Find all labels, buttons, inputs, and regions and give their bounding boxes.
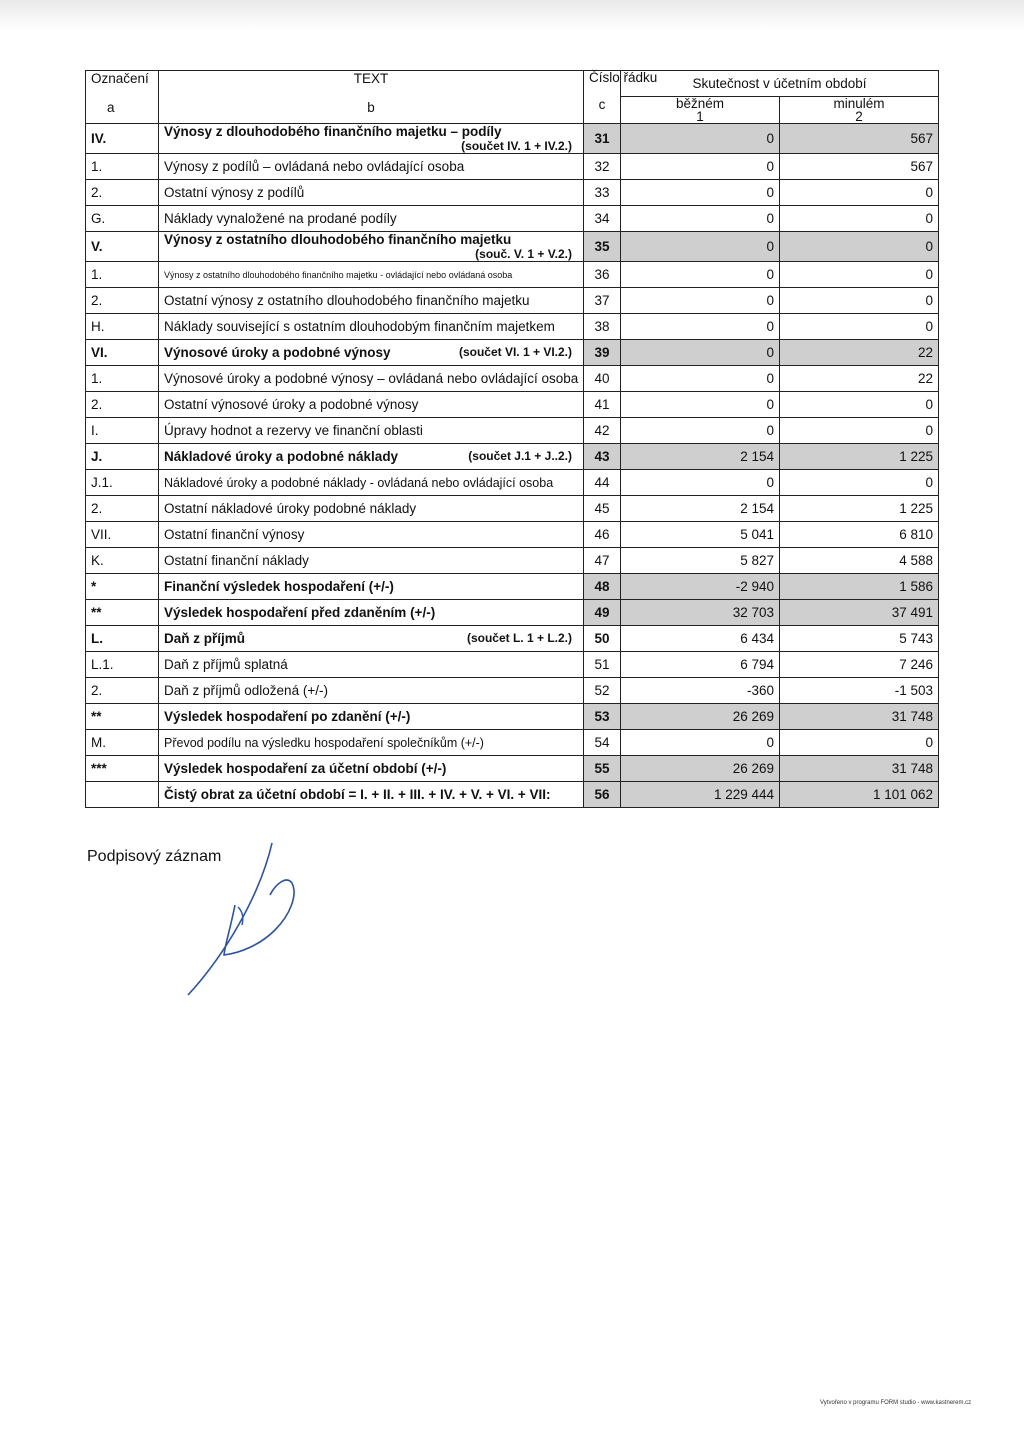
- row-text: [159, 232, 584, 262]
- row-current-value: 6 794: [621, 652, 780, 678]
- row-number: 50: [584, 626, 621, 652]
- row-previous-value: 7 246: [780, 652, 939, 678]
- row-number: 31: [584, 124, 621, 154]
- row-previous-value: 4 588: [780, 548, 939, 574]
- row-number: 32: [584, 154, 621, 180]
- row-label: Výsledek hospodaření za účetní období (+/-): [164, 761, 447, 776]
- row-mark: J.: [86, 444, 159, 470]
- handwritten-signature: [180, 835, 320, 1000]
- table-body: [86, 124, 939, 808]
- row-text: [159, 626, 584, 652]
- row-mark: **: [86, 704, 159, 730]
- row-current-value: 26 269: [621, 756, 780, 782]
- row-previous-value: 0: [780, 470, 939, 496]
- row-mark: K.: [86, 548, 159, 574]
- table-row: [86, 206, 939, 232]
- row-number: 34: [584, 206, 621, 232]
- row-sum-formula: (souč. V. 1 + V.2.): [475, 247, 572, 261]
- row-number: 38: [584, 314, 621, 340]
- row-mark: 2.: [86, 288, 159, 314]
- row-label: Výsledek hospodaření po zdanění (+/-): [164, 709, 411, 724]
- table-row: [86, 730, 939, 756]
- row-label: Nákladové úroky a podobné náklady - ovládaná nebo ovládající osoba: [164, 475, 554, 490]
- row-current-value: 0: [621, 206, 780, 232]
- row-number: 36: [584, 262, 621, 288]
- table-row: [86, 444, 939, 470]
- header-mark: Označení a: [86, 71, 159, 124]
- row-mark: I.: [86, 418, 159, 444]
- row-current-value: 32 703: [621, 600, 780, 626]
- row-text: [159, 574, 584, 600]
- row-label: Výnosové úroky a podobné výnosy: [164, 345, 391, 360]
- row-current-value: 0: [621, 314, 780, 340]
- row-number: 51: [584, 652, 621, 678]
- table-row: [86, 496, 939, 522]
- table-row: [86, 366, 939, 392]
- row-current-value: 0: [621, 470, 780, 496]
- row-label: Náklady vynaložené na prodané podíly: [164, 211, 397, 226]
- row-mark: 2.: [86, 180, 159, 206]
- row-current-value: -360: [621, 678, 780, 704]
- row-mark: ***: [86, 756, 159, 782]
- table-row: [86, 154, 939, 180]
- row-current-value: 6 434: [621, 626, 780, 652]
- table-row: [86, 418, 939, 444]
- row-mark: [86, 782, 159, 808]
- row-text: [159, 366, 584, 392]
- row-text: [159, 262, 584, 288]
- row-text: [159, 444, 584, 470]
- row-label: Ostatní nákladové úroky podobné náklady: [164, 501, 417, 516]
- row-mark: V.: [86, 232, 159, 262]
- row-previous-value: 0: [780, 730, 939, 756]
- row-label: Čistý obrat za účetní období = I. + II. + III. + IV. + V. + VI. + VII:: [164, 787, 551, 802]
- row-previous-value: 0: [780, 206, 939, 232]
- header-current-period: běžném 1: [621, 97, 780, 124]
- row-number: 33: [584, 180, 621, 206]
- row-label: Výsledek hospodaření před zdaněním (+/-): [164, 605, 436, 620]
- row-text: [159, 496, 584, 522]
- row-current-value: 0: [621, 180, 780, 206]
- row-number: 44: [584, 470, 621, 496]
- row-label: Ostatní finanční výnosy: [164, 527, 305, 542]
- row-previous-value: 1 586: [780, 574, 939, 600]
- row-mark: M.: [86, 730, 159, 756]
- row-mark: H.: [86, 314, 159, 340]
- row-previous-value: 22: [780, 366, 939, 392]
- row-label: Daň z příjmů: [164, 631, 246, 646]
- row-text: [159, 704, 584, 730]
- row-mark: *: [86, 574, 159, 600]
- row-text: [159, 756, 584, 782]
- row-previous-value: 567: [780, 154, 939, 180]
- row-current-value: 0: [621, 154, 780, 180]
- row-previous-value: 1 225: [780, 444, 939, 470]
- row-label: Výnosy z ostatního dlouhodobého finančního majetku - ovládající nebo ovládaná osoba: [164, 269, 513, 280]
- header-period: Skutečnost v účetním období: [621, 71, 939, 97]
- table-row: [86, 756, 939, 782]
- table-row: [86, 652, 939, 678]
- row-previous-value: 0: [780, 262, 939, 288]
- row-number: 43: [584, 444, 621, 470]
- row-current-value: 0: [621, 366, 780, 392]
- row-current-value: 0: [621, 232, 780, 262]
- table-row: [86, 704, 939, 730]
- row-number: 41: [584, 392, 621, 418]
- row-number: 54: [584, 730, 621, 756]
- row-mark: 1.: [86, 262, 159, 288]
- row-text: [159, 314, 584, 340]
- row-current-value: 2 154: [621, 444, 780, 470]
- table-row: [86, 782, 939, 808]
- row-current-value: 0: [621, 124, 780, 154]
- row-current-value: 0: [621, 730, 780, 756]
- row-sum-formula: (součet VI. 1 + VI.2.): [458, 345, 572, 359]
- table-row: [86, 522, 939, 548]
- table-row: [86, 392, 939, 418]
- table-row: [86, 288, 939, 314]
- row-current-value: 5 041: [621, 522, 780, 548]
- header-text: TEXT b: [159, 71, 584, 124]
- row-current-value: 5 827: [621, 548, 780, 574]
- row-mark: 2.: [86, 678, 159, 704]
- row-mark: IV.: [86, 124, 159, 154]
- row-text: [159, 782, 584, 808]
- row-text: [159, 652, 584, 678]
- row-mark: 1.: [86, 154, 159, 180]
- row-number: 55: [584, 756, 621, 782]
- row-number: 35: [584, 232, 621, 262]
- row-label: Nákladové úroky a podobné náklady: [164, 449, 399, 464]
- row-current-value: 0: [621, 392, 780, 418]
- row-current-value: 0: [621, 262, 780, 288]
- table-row: [86, 626, 939, 652]
- table-row: [86, 574, 939, 600]
- table-row: [86, 470, 939, 496]
- row-text: [159, 730, 584, 756]
- row-text: [159, 206, 584, 232]
- row-previous-value: 567: [780, 124, 939, 154]
- row-label: Náklady související s ostatním dlouhodobým finančním majetkem: [164, 319, 555, 334]
- row-previous-value: 1 225: [780, 496, 939, 522]
- row-sum-formula: (součet J.1 + J..2.): [468, 449, 572, 463]
- row-number: 48: [584, 574, 621, 600]
- row-current-value: 1 229 444: [621, 782, 780, 808]
- header-previous-period: minulém 2: [780, 97, 939, 124]
- row-previous-value: 0: [780, 418, 939, 444]
- signature-label: Podpisový záznam: [87, 848, 222, 865]
- row-label: Výnosy z podílů – ovládaná nebo ovládající osoba: [164, 159, 465, 174]
- row-previous-value: 0: [780, 314, 939, 340]
- row-previous-value: 37 491: [780, 600, 939, 626]
- row-previous-value: 1 101 062: [780, 782, 939, 808]
- row-previous-value: 31 748: [780, 756, 939, 782]
- row-label: Úpravy hodnot a rezervy ve finanční oblasti: [164, 423, 423, 438]
- row-current-value: 0: [621, 418, 780, 444]
- row-current-value: 0: [621, 340, 780, 366]
- row-mark: 1.: [86, 366, 159, 392]
- header-row-number: Číslo řádku c: [584, 71, 621, 124]
- row-number: 46: [584, 522, 621, 548]
- table-row: [86, 600, 939, 626]
- row-label: Výnosy z ostatního dlouhodobého finančního majetku: [164, 232, 512, 247]
- row-number: 47: [584, 548, 621, 574]
- row-label: Výnosy z dlouhodobého finančního majetku – podíly: [164, 124, 502, 139]
- row-mark: 2.: [86, 392, 159, 418]
- row-number: 45: [584, 496, 621, 522]
- row-text: [159, 124, 584, 154]
- row-previous-value: 0: [780, 392, 939, 418]
- row-text: [159, 548, 584, 574]
- row-sum-formula: (součet L. 1 + L.2.): [466, 631, 572, 645]
- row-text: [159, 600, 584, 626]
- table-row: [86, 678, 939, 704]
- row-previous-value: 0: [780, 180, 939, 206]
- table-row: [86, 314, 939, 340]
- row-current-value: -2 940: [621, 574, 780, 600]
- row-previous-value: 0: [780, 288, 939, 314]
- row-number: 49: [584, 600, 621, 626]
- row-number: 42: [584, 418, 621, 444]
- row-text: [159, 154, 584, 180]
- row-mark: VII.: [86, 522, 159, 548]
- row-label: Ostatní výnosové úroky a podobné výnosy: [164, 397, 419, 412]
- table-row: [86, 124, 939, 154]
- row-mark: G.: [86, 206, 159, 232]
- table-row: [86, 262, 939, 288]
- row-label: Převod podílu na výsledku hospodaření společníkům (+/-): [164, 735, 484, 750]
- row-label: Ostatní výnosy z ostatního dlouhodobého finančního majetku: [164, 293, 530, 308]
- row-previous-value: 0: [780, 232, 939, 262]
- row-previous-value: 5 743: [780, 626, 939, 652]
- row-label: Daň z příjmů odložená (+/-): [164, 683, 328, 698]
- row-mark: **: [86, 600, 159, 626]
- row-text: [159, 340, 584, 366]
- row-current-value: 0: [621, 288, 780, 314]
- row-number: 56: [584, 782, 621, 808]
- row-previous-value: -1 503: [780, 678, 939, 704]
- row-label: Ostatní výnosy z podílů: [164, 185, 305, 200]
- table-row: [86, 232, 939, 262]
- row-current-value: 2 154: [621, 496, 780, 522]
- profit-loss-table: [85, 70, 939, 808]
- table-row: [86, 548, 939, 574]
- row-mark: J.1.: [86, 470, 159, 496]
- row-text: [159, 418, 584, 444]
- table-row: [86, 180, 939, 206]
- row-label: Daň z příjmů splatná: [164, 657, 288, 672]
- row-text: [159, 288, 584, 314]
- row-number: 39: [584, 340, 621, 366]
- row-mark: L.: [86, 626, 159, 652]
- row-number: 37: [584, 288, 621, 314]
- row-text: [159, 678, 584, 704]
- row-previous-value: 6 810: [780, 522, 939, 548]
- row-mark: VI.: [86, 340, 159, 366]
- row-number: 53: [584, 704, 621, 730]
- row-mark: 2.: [86, 496, 159, 522]
- footer-note: Vytvořeno v programu FORM studio - www.kastnerem.cz: [820, 1400, 972, 1406]
- row-mark: L.1.: [86, 652, 159, 678]
- row-text: [159, 180, 584, 206]
- row-label: Ostatní finanční náklady: [164, 553, 309, 568]
- row-text: [159, 470, 584, 496]
- row-number: 40: [584, 366, 621, 392]
- row-current-value: 26 269: [621, 704, 780, 730]
- scan-top-shadow: [0, 0, 1024, 30]
- row-sum-formula: (součet IV. 1 + IV.2.): [461, 139, 572, 153]
- row-number: 52: [584, 678, 621, 704]
- row-previous-value: 31 748: [780, 704, 939, 730]
- row-label: Výnosové úroky a podobné výnosy – ovládaná nebo ovládající osoba: [164, 371, 579, 386]
- row-label: Finanční výsledek hospodaření (+/-): [164, 579, 394, 594]
- row-previous-value: 22: [780, 340, 939, 366]
- row-text: [159, 392, 584, 418]
- row-text: [159, 522, 584, 548]
- table-row: [86, 340, 939, 366]
